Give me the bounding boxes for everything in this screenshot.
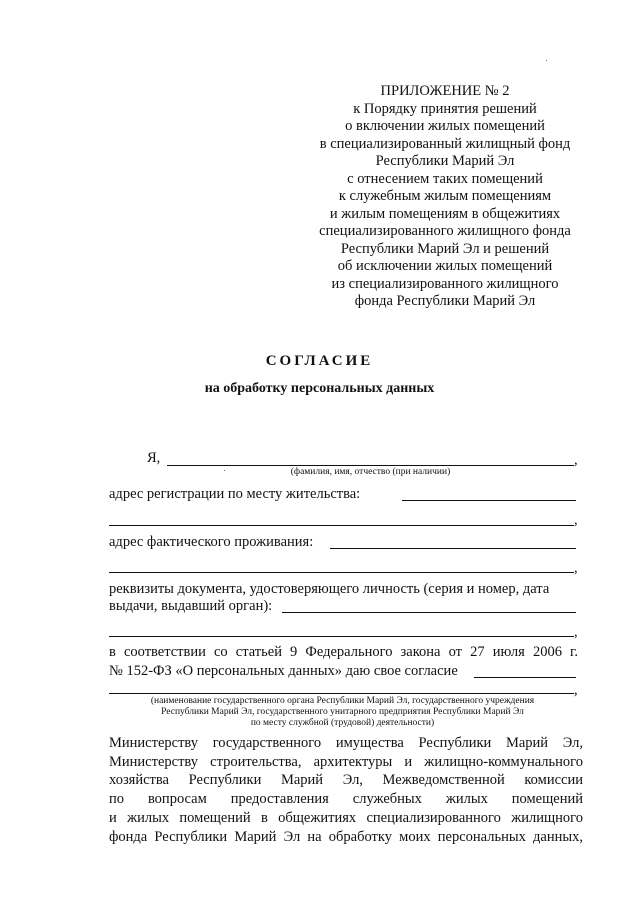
law-reference-text-cont: № 152-ФЗ «О персональных данных» даю свое согласие	[109, 663, 458, 679]
id-document-field[interactable]	[282, 612, 576, 613]
id-document-field-cont[interactable]	[109, 636, 574, 637]
document-subtitle: на обработку персональных данных	[204, 381, 435, 396]
id-document-label-cont: выдачи, выдавший орган):	[109, 598, 273, 614]
full-name-field[interactable]	[167, 465, 574, 466]
registration-address-field[interactable]	[402, 500, 576, 501]
appendix-line: Республики Марий Эл	[375, 153, 515, 169]
organization-caption: по месту службной (трудовой) деятельности)	[250, 718, 435, 728]
appendix-line: к Порядку принятия решений	[353, 100, 537, 117]
comma: ,	[574, 560, 578, 576]
appendix-line: к служебным жилым помещениям	[338, 188, 552, 204]
organization-caption: Республики Марий Эл, государственного унитарного предприятия Республики Марий Эл	[161, 707, 524, 717]
actual-address-field[interactable]	[330, 548, 576, 549]
appendix-line: в специализированный жилищный фонд	[319, 135, 571, 152]
appendix-line: ПРИЛОЖЕНИЕ № 2	[380, 83, 510, 99]
consent-recipient-field[interactable]	[474, 677, 576, 678]
comma: ,	[574, 512, 578, 528]
actual-address-label: адрес фактического проживания:	[109, 534, 314, 550]
consent-recipient-field-cont[interactable]	[109, 693, 574, 694]
comma: ,	[574, 624, 578, 640]
body-line: Министерству государственного имущества Республики Марий Эл,	[109, 735, 583, 751]
body-line: по вопросам предоставления служебных жилых помещений	[109, 791, 583, 808]
body-line: Министерству строительства, архитектуры и жилищно-коммунального	[109, 753, 583, 770]
actual-address-field-cont[interactable]	[109, 572, 574, 573]
i-label: Я,	[147, 450, 161, 466]
appendix-line: об исключении жилых помещений	[337, 258, 553, 274]
organization-caption: (наименование государственного органа Республики Марий Эл, государственного учреждения	[150, 696, 535, 706]
comma: ,	[574, 452, 578, 468]
appendix-line: с отнесением таких помещений	[347, 170, 543, 187]
body-line: и жилых помещений в общежитиях специализированного жилищного	[109, 809, 583, 826]
appendix-line: фонда Республики Марий Эл	[354, 293, 536, 309]
registration-address-label: адрес регистрации по месту жительства:	[109, 486, 361, 502]
appendix-line: Республики Марий Эл и решений	[340, 240, 550, 257]
appendix-line: и жилым помещениям в общежитиях	[329, 205, 561, 222]
registration-address-field-cont[interactable]	[109, 525, 574, 526]
body-line: фонда Республики Марий Эл на обработку моих персональных данных,	[109, 828, 583, 845]
full-name-caption: (фамилия, имя, отчество (при наличии)	[290, 467, 451, 477]
appendix-line: из специализированного жилищного	[331, 275, 559, 292]
law-reference-text: в соответствии со статьей 9 Федерального закона от 27 июля 2006 г.	[109, 644, 578, 660]
document-title: СОГЛАСИЕ	[265, 353, 374, 369]
comma: ,	[574, 682, 578, 698]
scan-speck	[546, 60, 547, 61]
appendix-line: специализированного жилищного фонда	[319, 223, 571, 239]
id-document-label: реквизиты документа, удостоверяющего личность (серия и номер, дата	[109, 581, 550, 597]
appendix-header	[300, 83, 590, 311]
consent-body-text	[109, 734, 583, 846]
body-line: хозяйства Республики Марий Эл, Межведомственной комиссии	[109, 772, 583, 789]
appendix-line: о включении жилых помещений	[345, 118, 545, 134]
